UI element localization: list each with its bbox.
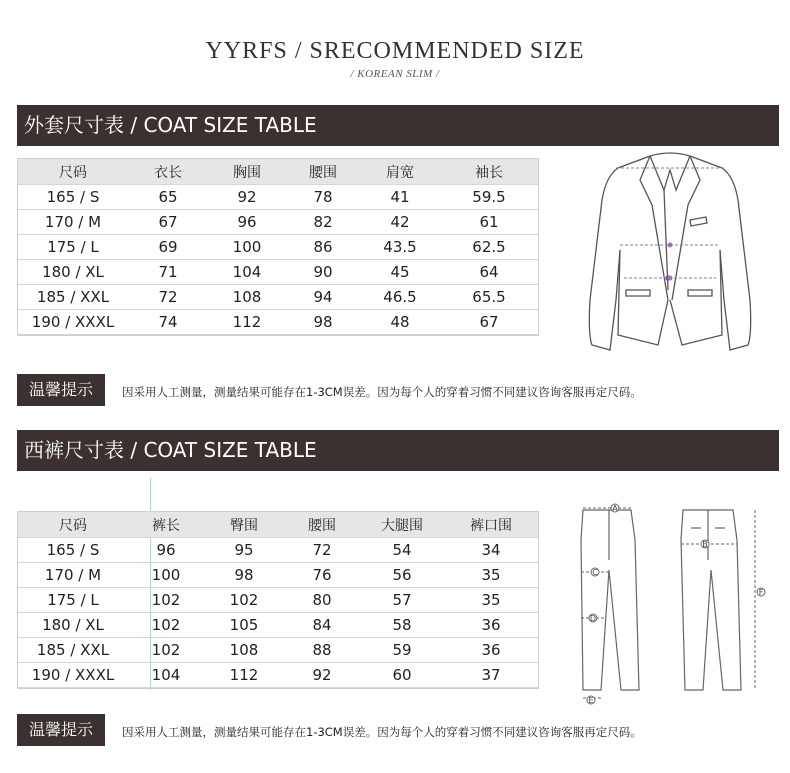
value-cell: 98 [204,563,284,588]
pants-section-header [17,430,779,471]
coat-tip-text: 因采用人工测量，测量结果可能存在1-3CM误差。因为每个人的穿着习惯不同建议咨询客服再定尺码。 [122,385,642,399]
value-cell: 67 [440,310,538,335]
column-header: 裤口围 [444,512,538,538]
value-cell: 43.5 [360,235,440,260]
size-cell: 170 / M [18,563,128,588]
column-header: 袖长 [440,159,538,185]
pants-section-title: 西裤尺寸表 / COAT SIZE TABLE [24,438,317,462]
value-cell: 57 [360,588,444,613]
table-row [18,663,538,688]
page-header-title: YYRFS / SRECOMMENDED SIZE [205,38,585,64]
value-cell: 64 [440,260,538,285]
value-cell: 86 [286,235,360,260]
value-cell: 94 [286,285,360,310]
coat-table-header [18,159,538,185]
marker-e-label: E [588,696,594,705]
table-row [18,235,538,260]
value-cell: 74 [128,310,208,335]
table-row [18,260,538,285]
table-row [18,310,538,335]
column-header: 臀围 [204,512,284,538]
pants-tip-label: 温馨提示 [17,714,105,746]
value-cell: 41 [360,185,440,210]
value-cell: 90 [286,260,360,285]
value-cell: 102 [204,588,284,613]
value-cell: 100 [208,235,286,260]
value-cell: 104 [208,260,286,285]
table-row [18,613,538,638]
coat-tip-label: 温馨提示 [17,374,105,406]
value-cell: 112 [208,310,286,335]
value-cell: 92 [284,663,360,688]
column-header: 尺码 [18,512,128,538]
value-cell: 61 [440,210,538,235]
page-header-subtitle: / KOREAN SLIM / [350,68,440,80]
value-cell: 58 [360,613,444,638]
value-cell: 42 [360,210,440,235]
value-cell: 60 [360,663,444,688]
column-header: 裤长 [128,512,204,538]
size-cell: 180 / XL [18,613,128,638]
value-cell: 92 [208,185,286,210]
pants-tip-text: 因采用人工测量，测量结果可能存在1-3CM误差。因为每个人的穿着习惯不同建议咨询客服再定尺码。 [122,725,642,739]
value-cell: 67 [128,210,208,235]
value-cell: 48 [360,310,440,335]
size-cell: 185 / XXL [18,638,128,663]
value-cell: 104 [128,663,204,688]
coat-size-table [18,159,538,335]
coat-section-title: 外套尺寸表 / COAT SIZE TABLE [24,113,317,137]
size-cell: 185 / XXL [18,285,128,310]
value-cell: 35 [444,563,538,588]
pants-illustration [565,500,780,710]
value-cell: 102 [128,613,204,638]
value-cell: 36 [444,613,538,638]
column-header: 大腿围 [360,512,444,538]
value-cell: 82 [286,210,360,235]
table-row [18,285,538,310]
pants-table-header [18,512,538,538]
pants-size-table [18,512,538,688]
value-cell: 98 [286,310,360,335]
value-cell: 36 [444,638,538,663]
value-cell: 95 [204,538,284,563]
value-cell: 62.5 [440,235,538,260]
coat-illustration [580,150,760,365]
column-header: 腰围 [286,159,360,185]
column-header: 腰围 [284,512,360,538]
value-cell: 96 [208,210,286,235]
size-cell: 165 / S [18,185,128,210]
value-cell: 35 [444,588,538,613]
value-cell: 84 [284,613,360,638]
marker-a-label: A [612,504,618,513]
value-cell: 54 [360,538,444,563]
value-cell: 78 [286,185,360,210]
size-cell: 165 / S [18,538,128,563]
value-cell: 108 [208,285,286,310]
table-row [18,588,538,613]
coat-section-header [17,105,779,146]
value-cell: 65.5 [440,285,538,310]
value-cell: 76 [284,563,360,588]
value-cell: 88 [284,638,360,663]
column-header: 尺码 [18,159,128,185]
value-cell: 59.5 [440,185,538,210]
value-cell: 59 [360,638,444,663]
value-cell: 112 [204,663,284,688]
marker-c-label: C [592,568,598,577]
value-cell: 72 [284,538,360,563]
marker-b-label: B [702,540,708,549]
value-cell: 108 [204,638,284,663]
value-cell: 102 [128,588,204,613]
value-cell: 45 [360,260,440,285]
size-cell: 170 / M [18,210,128,235]
value-cell: 102 [128,638,204,663]
column-header: 肩宽 [360,159,440,185]
table-row [18,563,538,588]
value-cell: 37 [444,663,538,688]
column-header: 衣长 [128,159,208,185]
table-row [18,210,538,235]
marker-f-label: F [758,588,764,597]
size-cell: 190 / XXXL [18,310,128,335]
column-header: 胸围 [208,159,286,185]
value-cell: 96 [128,538,204,563]
value-cell: 34 [444,538,538,563]
value-cell: 105 [204,613,284,638]
size-cell: 175 / L [18,588,128,613]
value-cell: 100 [128,563,204,588]
value-cell: 56 [360,563,444,588]
size-cell: 190 / XXXL [18,663,128,688]
size-cell: 180 / XL [18,260,128,285]
table-row [18,538,538,563]
marker-d-label: D [589,614,597,623]
value-cell: 72 [128,285,208,310]
value-cell: 71 [128,260,208,285]
value-cell: 65 [128,185,208,210]
table-row [18,638,538,663]
table-row [18,185,538,210]
value-cell: 46.5 [360,285,440,310]
size-cell: 175 / L [18,235,128,260]
value-cell: 69 [128,235,208,260]
value-cell: 80 [284,588,360,613]
